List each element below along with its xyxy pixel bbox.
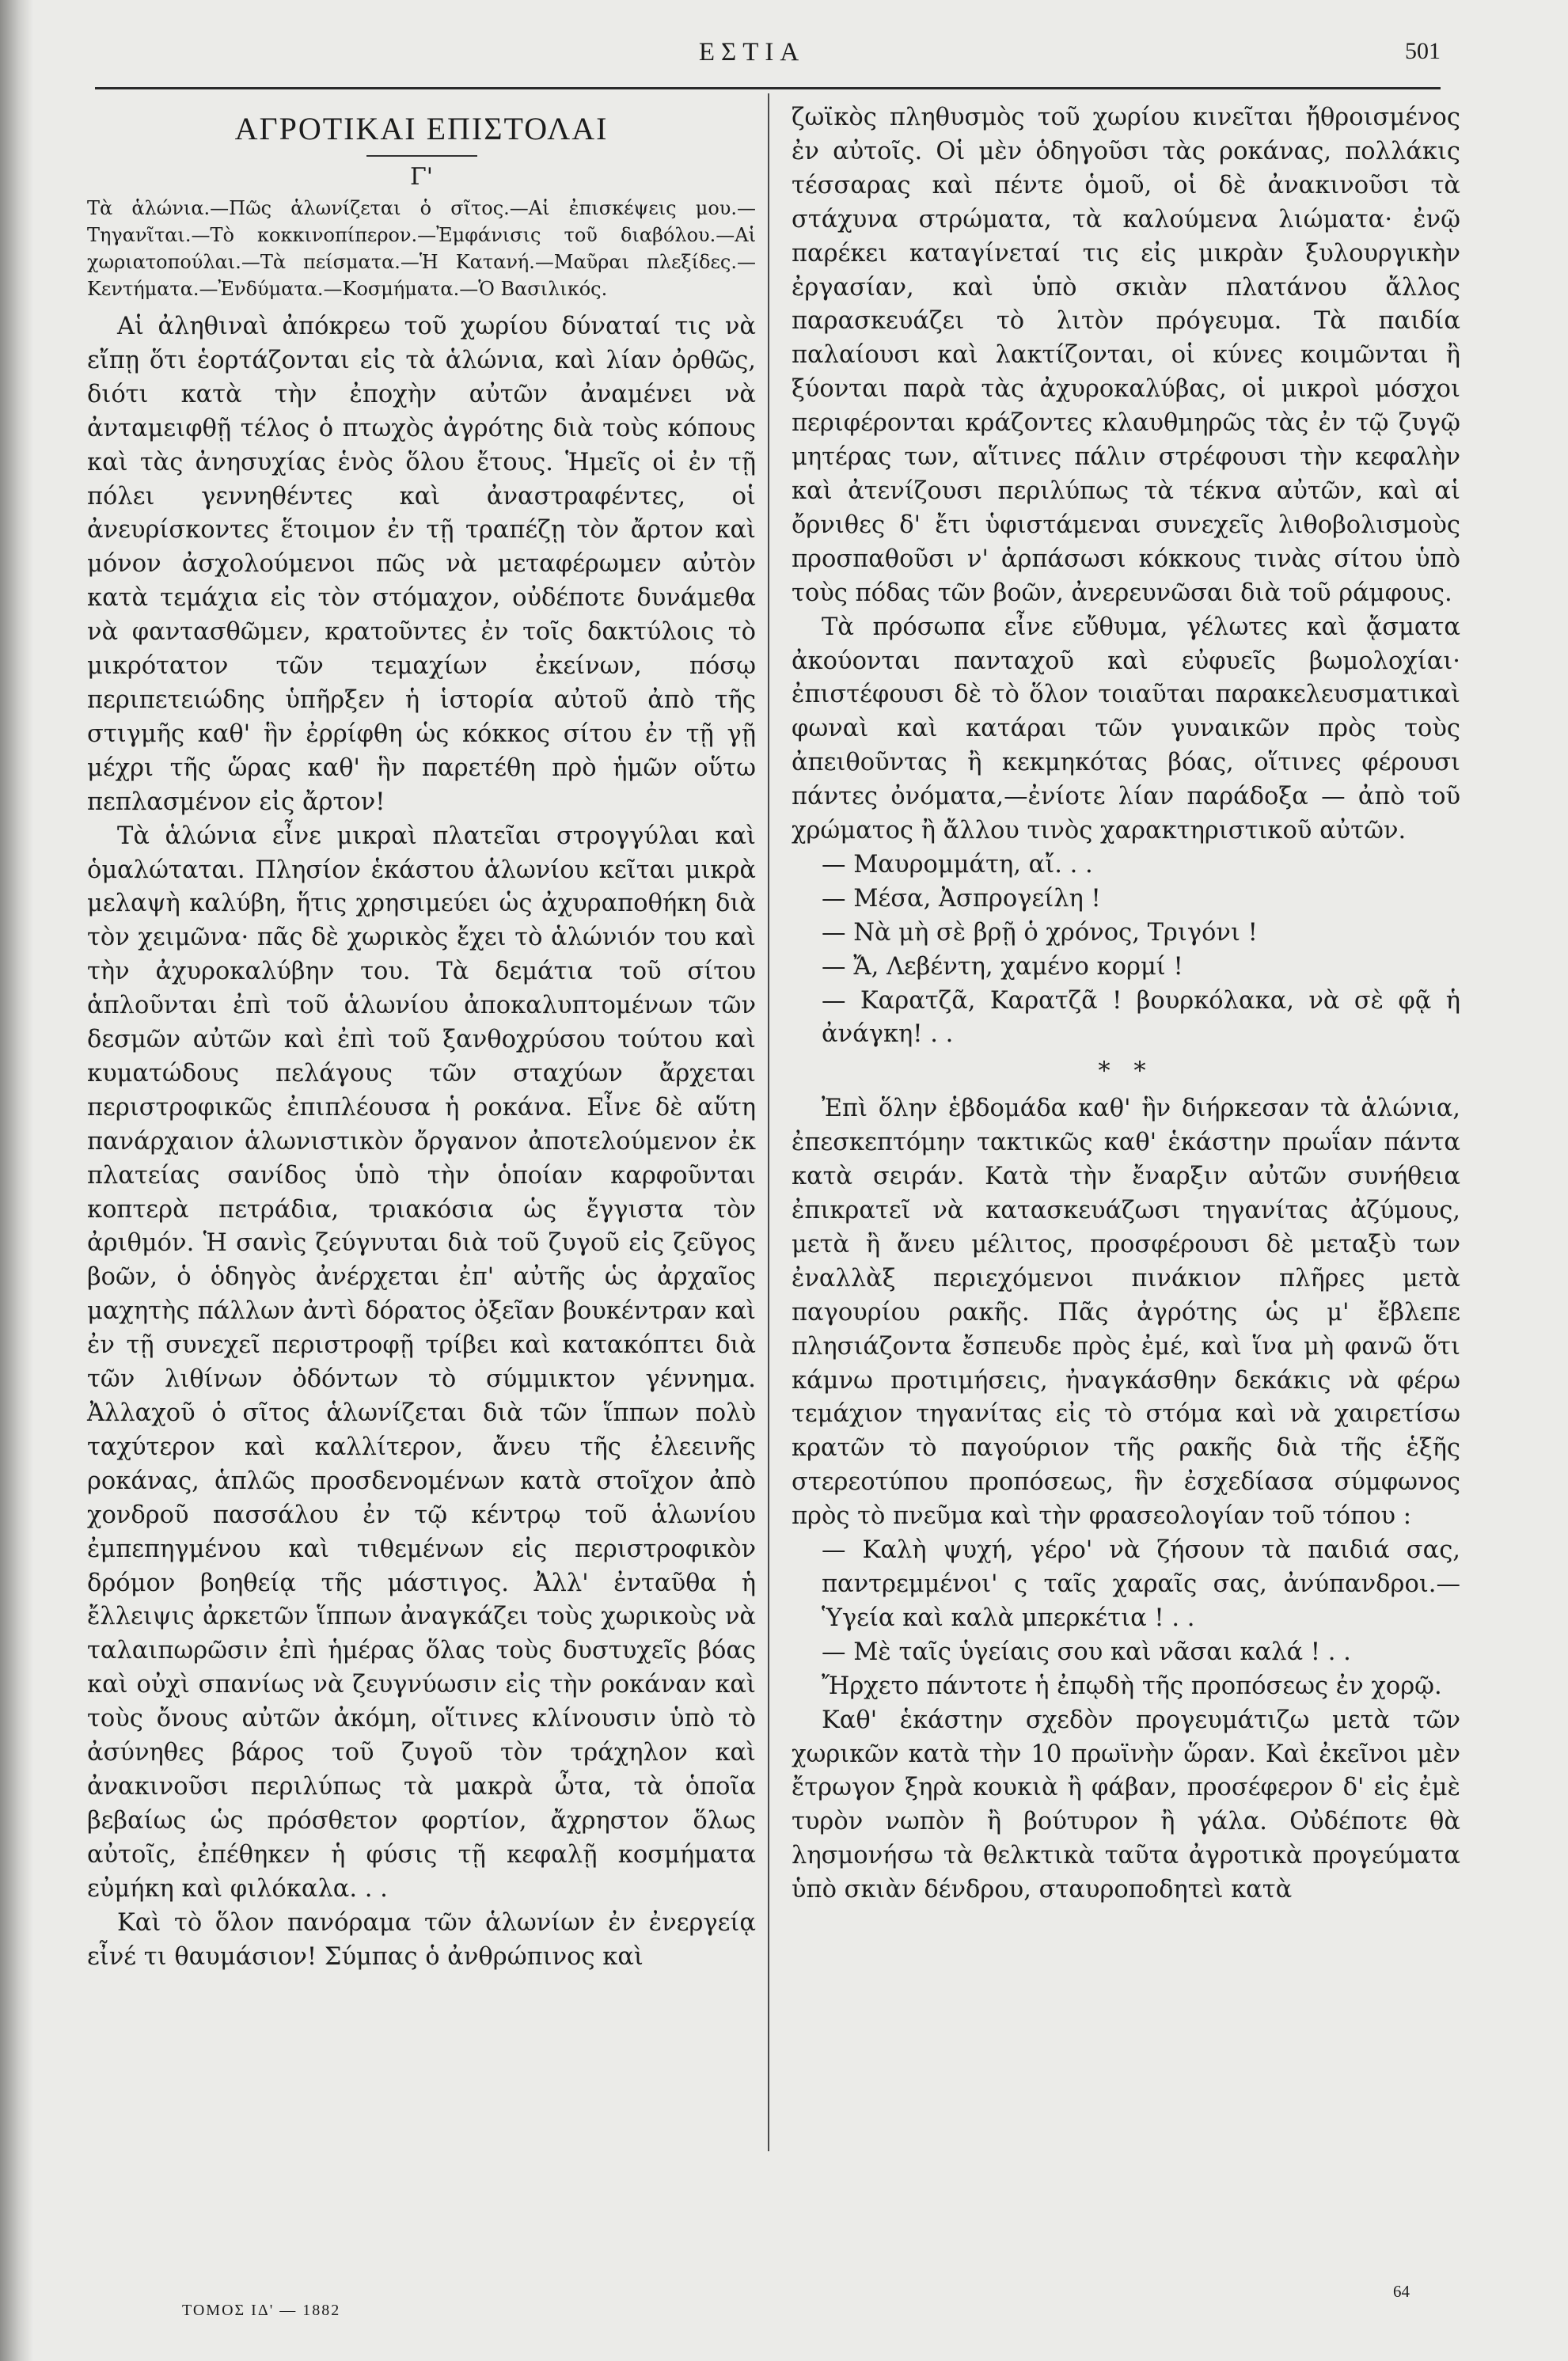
- article-summary: Τὰ ἁλώνια.—Πῶς ἁλωνίζεται ὁ σῖτος.—Αἱ ἐπισκέψεις μου.—Τηγανῖται.—Τὸ κοκκινοπίπερον.—Ἐμφάνισις τοῦ διαβόλου.—Αἱ χωριατοπούλαι.—Τὰ πείσματα.—Ἡ Κατανή.—Μαῦραι πλεξίδες.—Κεντήματα.—Ἐνδύματα.—Κοσμήματα.—Ὁ Βασιλικός.: [87, 197, 756, 300]
- paragraph: ζωϊκὸς πληθυσμὸς τοῦ χωρίου κινεῖται ἤθροισμένος ἐν αὐτοῖς. Οἱ μὲν ὁδηγοῦσι τὰς ροκάνας, πολλάκις τέσσαρας καὶ πέντε ὁμοῦ, οἱ δὲ ἀνακινοῦσι τὰ στάχυνα στρώματα, τὰ καλούμενα λιώματα· ἐνῷ παρέκει καταγίνεταί τις εἰς μικρὰν ξυλουργικὴν ἐργασίαν, καὶ ὑπὸ σκιὰν πλατάνου ἄλλος παρασκευάζει τὸ λιτὸν πρόγευμα. Τὰ παιδία παλαίουσι καὶ λακτίζονται, οἱ κύνες κοιμῶνται ἢ ξύονται παρὰ τὰς ἀχυροκαλύβας, οἱ μικροὶ μόσχοι περιφέρονται κράζοντες κλαυθμηρῶς τὰς ἐν τῷ ζυγῷ μητέρας των, αἵτινες πάλιν στρέφουσι τὴν κεφαλὴν καὶ ἀτενίζουσι περιλύπως τὰ τέκνα αὐτῶν, καὶ αἱ ὄρνιθες δ' ἔτι ὑφιστάμεναι συνεχεῖς λιθοβολισμοὺς προσπαθοῦσι ν' ἁρπάσωσι κόκκους τινὰς σίτου ὑπὸ τοὺς πόδας τῶν βοῶν, ἀνερευνῶσαι διὰ τοῦ ράμφους.: [792, 104, 1460, 607]
- paragraph: Ἐπὶ ὅλην ἑβδομάδα καθ' ἣν διήρκεσαν τὰ ἁλώνια, ἐπεσκεπτόμην τακτικῶς καθ' ἑκάστην πρωΐαν πάντα κατὰ σειράν. Κατὰ τὴν ἔναρξιν αὐτῶν συνήθεια ἐπικρατεῖ νὰ κατασκευάζωσι τηγανίτας ἀζύμους, μετὰ ἢ ἄνευ μέλιτος, προσφέρουσι δὲ μεταξὺ των ἐναλλὰξ περιεχόμενοι πινάκιον πλῆρες μετὰ παγουρίου ρακῆς. Πᾶς ἀγρότης ὡς μ' ἔβλεπε πλησιάζοντα ἔσπευδε πρὸς ἐμέ, καὶ ἵνα μὴ φανῶ ὅτι κάμνω προτιμήσεις, ἠναγκάσθην δεκάκις νὰ φέρω τεμάχιον τηγανίτας εἰς τὸ στόμα καὶ νὰ χαιρετίσω κρατῶν τὸ παγούριον τῆς ρακῆς διὰ τῆς ἑξῆς στερεοτύπου προπόσεως, ἣν ἐσχεδίασα σύμφωνος πρὸς τὸ πνεῦμα καὶ τὴν φρασεολογίαν τοῦ τόπου :: [792, 1095, 1460, 1531]
- column-divider: [768, 93, 769, 2151]
- dialogue-line: — Νὰ μὴ σὲ βρῇ ὁ χρόνος, Τριγόνι !: [822, 918, 1258, 947]
- running-title: ΕΣΤΙΑ: [698, 38, 806, 66]
- article-title: ΑΓΡΟΤΙΚΑΙ ΕΠΙΣΤΟΛΑΙ: [234, 111, 609, 146]
- footer-volume: ΤΟΜΟΣ ΙΔ' — 1882: [182, 2302, 341, 2319]
- header-rule: [95, 87, 1441, 89]
- masthead: [63, 32, 1441, 79]
- paragraph: Καὶ τὸ ὅλον πανόραμα τῶν ἁλωνίων ἐν ἐνεργείᾳ εἶνέ τι θαυμάσιον! Σύμπας ὁ ἀνθρώπινος καὶ: [87, 1908, 756, 1971]
- right-column: [792, 101, 1460, 1907]
- toast-line: — Καλὴ ψυχή, γέρο' νὰ ζήσουν τὰ παιδιά σας, παντρεμμένοι' ς ταῖς χαραῖς σας, ἀνύπανδροι.—Ὑγεία καὶ καλὰ μπερκέτια ! . .: [822, 1536, 1460, 1632]
- paragraph: Ἤρχετο πάντοτε ἡ ἐπῳδὴ τῆς προπόσεως ἐν χορῷ.: [822, 1672, 1442, 1700]
- dialogue-line: — Μέσα, Ἀσπρογείλη !: [822, 884, 1101, 913]
- binding-shadow: [0, 0, 33, 2361]
- paragraph: Αἱ ἀληθιναὶ ἀπόκρεω τοῦ χωρίου δύναταί τις νὰ εἴπῃ ὅτι ἑορτάζονται εἰς τὰ ἁλώνια, καὶ λίαν ὀρθῶς, διότι κατὰ τὴν ἐποχὴν αὐτῶν ἀναμένει νὰ ἀνταμειφθῇ τέλος ὁ πτωχὸς ἀγρότης διὰ τοὺς κόπους καὶ τὰς ἀνησυχίας ἑνὸς ὅλου ἔτους. Ἡμεῖς οἱ ἐν τῇ πόλει γεννηθέντες καὶ ἀναστραφέντες, οἱ ἀνευρίσκοντες ἕτοιμον ἐν τῇ τραπέζῃ τὸν ἄρτον καὶ μόνον ἀσχολούμενοι πῶς νὰ μεταφέρωμεν αὐτὸν κατὰ τεμάχια εἰς τὸν στόμαχον, οὐδέποτε δυνάμεθα νὰ φαντασθῶμεν, κρατοῦντες ἐν τοῖς δακτύλοις τὸ μικρότατον τῶν τεμαχίων ἐκείνων, πόσῳ περιπετειώδης ὑπῆρξεν ἡ ἱστορία αὐτοῦ ἀπὸ τῆς στιγμῆς καθ' ἣν ἐρρίφθη ὡς κόκκος σίτου ἐν τῇ γῇ μέχρι τῆς ὥρας καθ' ἣν παρετέθη πρὸ ἡμῶν οὕτω πεπλασμένον εἰς ἄρτον!: [87, 313, 756, 816]
- section-break: * *: [1098, 1057, 1154, 1086]
- toast-block: [792, 1534, 1460, 1670]
- paragraph: Καθ' ἑκάστην σχεδὸν προγευμάτιζω μετὰ τῶν χωρικῶν κατὰ τὴν 10 πρωϊνὴν ὥραν. Καὶ ἐκεῖνοι μὲν ἔτρωγον ξηρὰ κουκιὰ ἢ φάβαν, προσέφερον δ' εἰς ἐμὲ τυρὸν νωπὸν ἢ βούτυρον ἢ γάλα. Οὐδέποτε θὰ λησμονήσω τὰ θελκτικὰ ταῦτα ἀγροτικὰ προγεύματα ὑπὸ σκιὰν δένδρου, σταυροποδητεὶ κατὰ: [792, 1706, 1460, 1904]
- dialogue-block: [792, 848, 1460, 1052]
- title-rule: [366, 155, 477, 157]
- paragraph: Τὰ πρόσωπα εἶνε εὔθυμα, γέλωτες καὶ ᾄσματα ἀκούονται πανταχοῦ καὶ εὐφυεῖς βωμολοχίαι· ἐπιστέφουσι δὲ τὸ ὅλον τοιαῦται παρακελευσματικαὶ φωναὶ καὶ κατάραι τῶν γυναικῶν πρὸς τοὺς ἀπειθοῦντας ἢ κεκμηκότας βόας, οἵτινες φέρουσι πάντες ὀνόματα,—ἐνίοτε λίαν παράδοξα — ἀπὸ τοῦ χρώματος ἢ ἄλλου τινὸς χαρακτηριστικοῦ αὐτῶν.: [792, 613, 1460, 845]
- letter-number: Γ': [409, 163, 434, 191]
- signature-mark: 64: [1393, 2282, 1410, 2301]
- left-column: [87, 101, 756, 1974]
- dialogue-line: — Μαυρομμάτη, αἴ. . .: [822, 850, 1093, 879]
- page-number: 501: [1405, 38, 1441, 64]
- toast-line: — Μὲ ταῖς ὑγείαις σου καὶ νᾶσαι καλά ! . .: [822, 1638, 1351, 1666]
- dialogue-line: — Ἄ, Λεβέντη, χαμένο κορμί !: [822, 952, 1183, 981]
- paragraph: Τὰ ἁλώνια εἶνε μικραὶ πλατεῖαι στρογγύλαι καὶ ὁμαλώταται. Πλησίον ἑκάστου ἁλωνίου κεῖται μικρὰ μελαψὴ καλύβη, ἥτις χρησιμεύει ὡς ἀχυραποθήκη διὰ τὸν χειμῶνα· πᾶς δὲ χωρικὸς ἔχει τὸ ἁλώνιόν του καὶ τὴν ἀχυροκαλύβην του. Τὰ δεμάτια τοῦ σίτου ἁπλοῦνται ἐπὶ τοῦ ἁλωνίου ἀποκαλυπτομένων τῶν δεσμῶν αὐτῶν καὶ ἐπὶ τοῦ ξανθοχρύσου τούτου καὶ κυματώδους πελάγους τῶν σταχύων ἄρχεται περιστροφικῶς ἐπιπλέουσα ἡ ροκάνα. Εἶνε δὲ αὕτη πανάρχαιον ἁλωνιστικὸν ὄργανον ἀποτελούμενον ἐκ πλατείας σανίδος ὑπὸ τὴν ὁποίαν καρφοῦνται κοπτερὰ πετράδια, τριακόσια ὡς ἔγγιστα τὸν ἀριθμόν. Ἡ σανὶς ζεύγνυται διὰ τοῦ ζυγοῦ εἰς ζεῦγος βοῶν, ὁ ὁδηγὸς ἀνέρχεται ἐπ' αὐτῆς ὡς ἀρχαῖος μαχητὴς πάλλων ἀντὶ δόρατος ὀξεῖαν βουκέντραν καὶ ἐν τῇ συνεχεῖ περιστροφῇ τρίβει καὶ κατακόπτει διὰ τῶν λιθίνων ὀδόντων τὸ σύμμικτον γέννημα. Ἀλλαχοῦ ὁ σῖτος ἁλωνίζεται διὰ τῶν ἵππων πολὺ ταχύτερον καὶ καλλίτερον, ἄνευ τῆς ἐλεεινῆς ροκάνας, ἁπλῶς προσδενομένων κατὰ στοῖχον ἀπὸ χονδροῦ πασσάλου ἐν τῷ κέντρῳ τοῦ ἁλωνίου ἐμπεπηγμένου καὶ τιθεμένων εἰς περιστροφικὸν δρόμον βοηθείᾳ τῆς μάστιγος. Ἀλλ' ἐνταῦθα ἡ ἔλλειψις ἀρκετῶν ἵππων ἀναγκάζει τοὺς χωρικοὺς νὰ ταλαιπωρῶσιν ἐπὶ ἡμέρας ὅλας τοὺς δυστυχεῖς βόας καὶ οὐχὶ σπανίως νὰ ζευγνύωσιν εἰς τὴν ροκάναν καὶ τοὺς ὄνους αὐτῶν ἀκόμη, οἵτινες κλίνουσιν ὑπὸ τὸ ἀσύνηθες βάρος τοῦ ζυγοῦ τὸν τράχηλον καὶ ἀνακινοῦσι περιλύπως τὰ μακρὰ ὦτα, τὰ ὁποῖα βεβαίως ὡς πρόσθετον φορτίον, ἄχρηστον ὅλως αὐτοῖς, ἐπέθηκεν ἡ φύσις τῇ κεφαλῇ κοσμήματα εὐμήκη καὶ φιλόκαλα. . .: [87, 822, 756, 1903]
- dialogue-line: — Καρατζᾶ, Καρατζᾶ ! βουρκόλακα, νὰ σὲ φᾷ ἡ ἀνάγκη! . .: [822, 986, 1460, 1049]
